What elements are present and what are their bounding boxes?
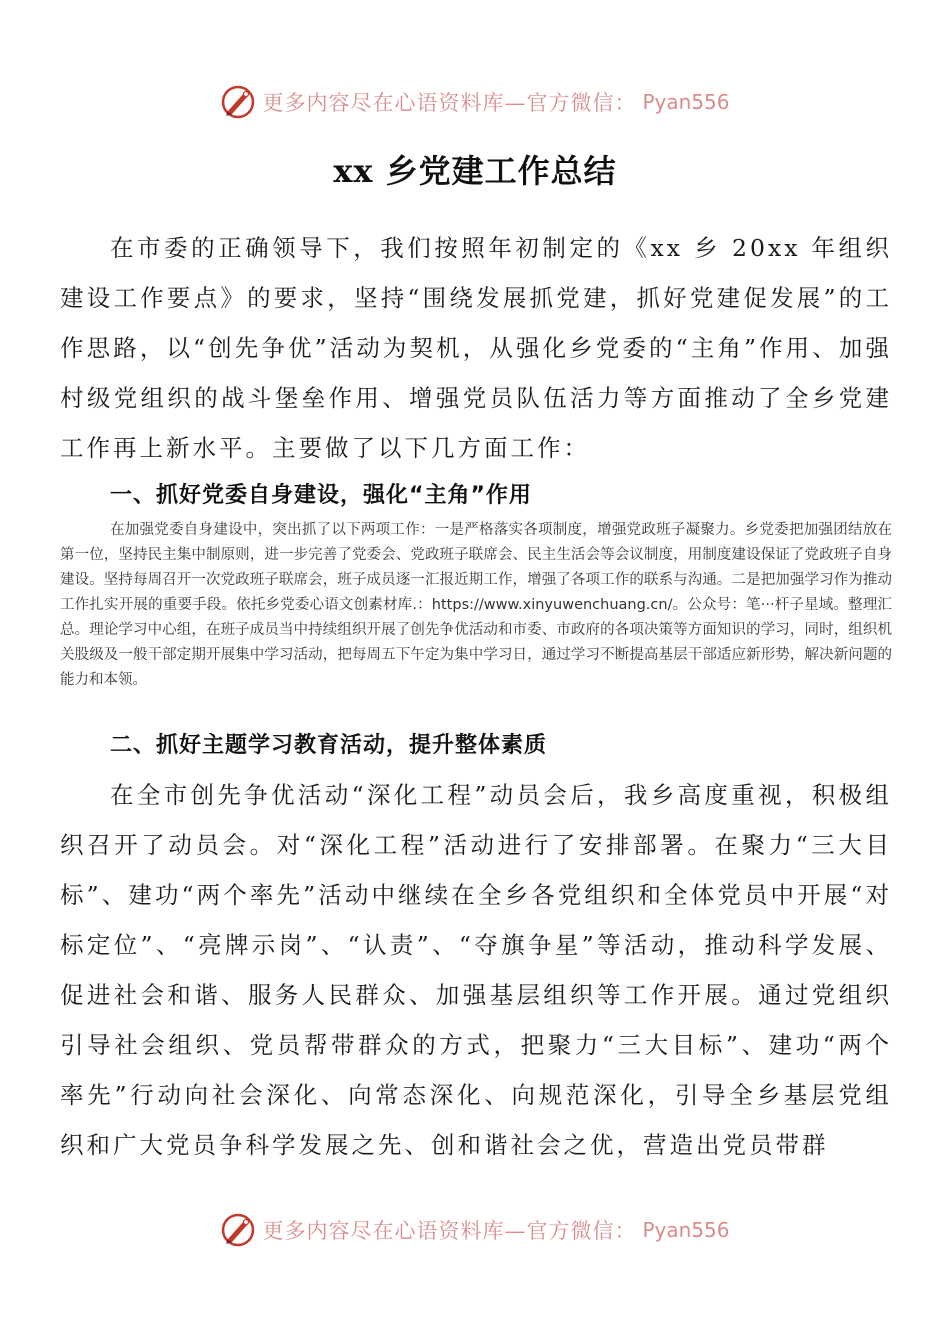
banner-wechat-id: Pyan556 bbox=[642, 1218, 730, 1242]
pen-logo-icon bbox=[220, 84, 256, 120]
section-2-paragraph: 在全市创先争优活动“深化工程”动员会后，我乡高度重视，积极组织召开了动员会。对“深化工程”活动进行了安排部署。在聚力“三大目标”、建功“两个率先”活动中继续在全乡各党组织和全体党员中开展“对标定位”、“亮牌示岗”、“认责”、“夺旗争星”等活动，推动科学发展、促进社会和谐、服务人民群众、加强基层组织等工作开展。通过党组织引导社会组织、党员帮带群众的方式，把聚力“三大目标”、建功“两个率先”行动向社会深化、向常态深化、向规范深化，引导全乡基层党组织和广大党员争科学发展之先、创和谐社会之优，营造出党员带群 bbox=[60, 781, 892, 1159]
banner-wechat-id: Pyan556 bbox=[642, 90, 730, 114]
banner-text: 更多内容尽在心语资料库—官方微信： bbox=[262, 1219, 637, 1243]
header-banner bbox=[0, 82, 950, 122]
document-title: xx 乡党建工作总结 bbox=[333, 152, 617, 190]
section-2-heading: 二、抓好主题学习教育活动，提升整体素质 bbox=[110, 733, 548, 758]
section-1-heading: 一、抓好党委自身建设，强化“主角”作用 bbox=[110, 483, 532, 508]
banner-text: 更多内容尽在心语资料库—官方微信： bbox=[262, 91, 637, 115]
intro-paragraph: 在市委的正确领导下，我们按照年初制定的《xx 乡 20xx 年组织建设工作要点》的要求，坚持“围绕发展抓党建，抓好党建促发展”的工作思路，以“创先争优”活动为契机，从强化乡党委的“主角”作用、加强村级党组织的战斗堡垒作用、增强党员队伍活力等方面推动了全乡党建工作再上新水平。主要做了以下几方面工作： bbox=[60, 234, 892, 462]
pen-logo-icon bbox=[220, 1212, 256, 1248]
section-1-paragraph: 在加强党委自身建设中，突出抓了以下两项工作：一是严格落实各项制度，增强党政班子凝聚力。乡党委把加强团结放在第一位，坚持民主集中制原则，进一步完善了党委会、党政班子联席会、民主生活会等会议制度，用制度建设保证了党政班子自身建设。坚持每周召开一次党政班子联席会，班子成员逐一汇报近期工作，增强了各项工作的联系与沟通。二是把加强学习作为推动工作扎实开展的重要手段。依托乡党委心语文创素材库.：https://www.xinyuwenchuang.cn/。公众号：笔···杆子星域。整理汇总。理论学习中心组，在班子成员当中持续组织开展了创先争优活动和市委、市政府的各项决策等方面知识的学习，同时，组织机关股级及一般干部定期开展集中学习活动，把每周五下午定为集中学习日，通过学习不断提高基层干部适应新形势，解决新问题的能力和本领。 bbox=[60, 522, 892, 688]
footer-banner bbox=[0, 1210, 950, 1250]
